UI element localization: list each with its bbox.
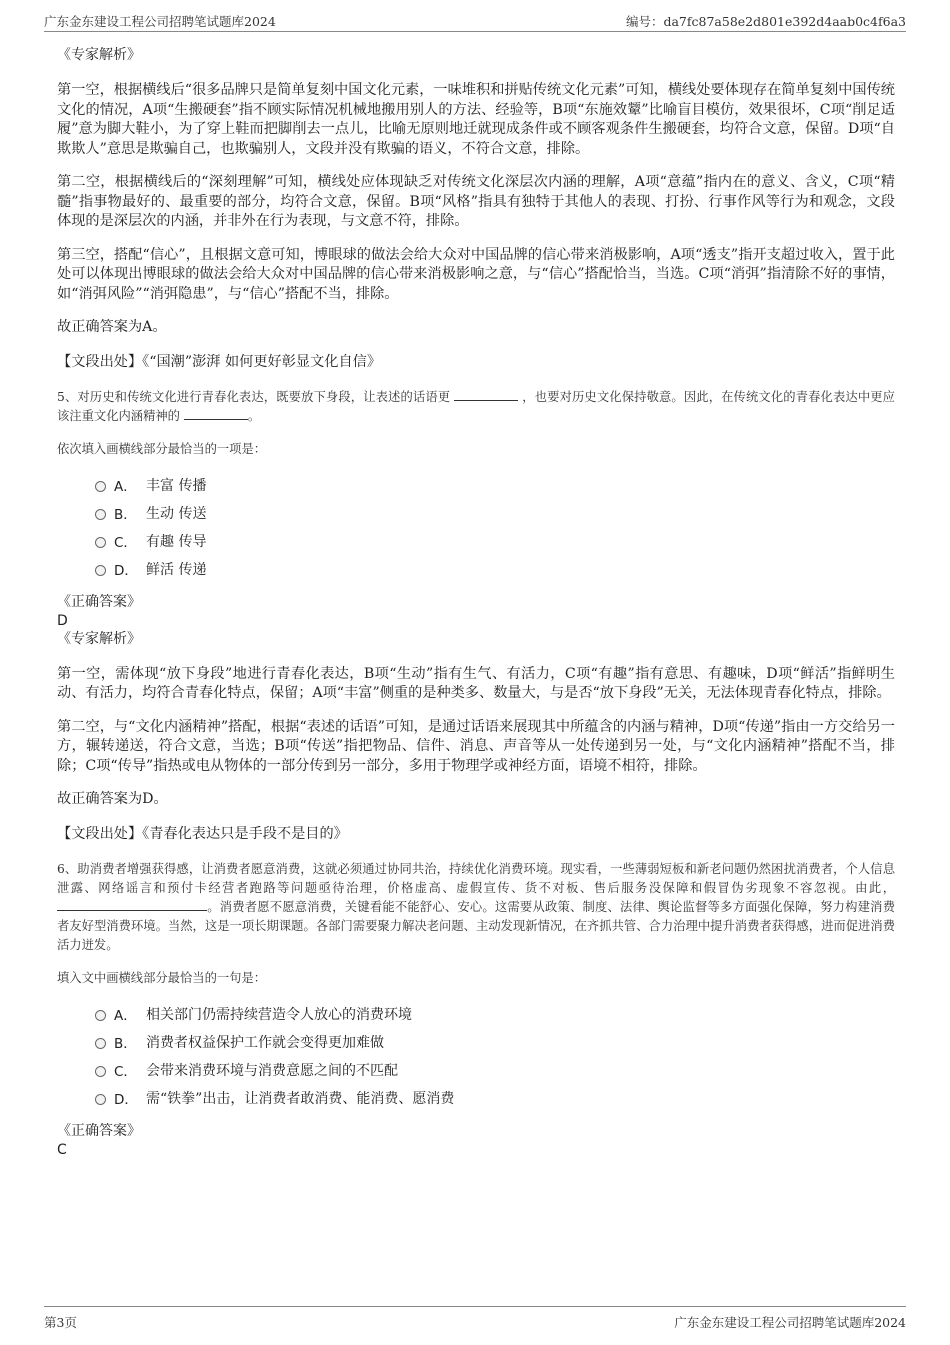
header-divider (44, 31, 906, 32)
option-letter: A． (114, 478, 137, 495)
q5-answer-label: 《正确答案》 (57, 593, 141, 610)
q4-analysis-p1: 第一空，根据横线后“很多品牌只是简单复刻中国文化元素，一味堆积和拼贴传统文化元素”可知，横线处要体现存在简单复刻中国传统文化的情况，A项“生搬硬套”指不顾实际情况机械地搬用别人的方法、经验等，B项“东施效颦”比喻盲目模仿，效果很坏，C项“削足适履”意为脚大鞋小，为了穿上鞋而把脚削去一点儿，比喻无原则地迁就现成条件或不顾客观条件生搬硬套，均符合文意，保留。D项“自欺欺人”意思是欺骗自己，也欺骗别人，文段并没有欺骗的语义，不符合文意，排除。 (57, 82, 895, 157)
radio-icon[interactable] (95, 1094, 106, 1105)
q5-blank-1 (454, 388, 518, 401)
q5-analysis-p1: 第一空，需体现“放下身段”地进行青春化表达，B项“生动”指有生气、有活力，C项“有趣”指有意思、有趣味，D项“鲜活”指鲜明生动、有活力，均符合青春化特点，保留；A项“丰富”侧重的是种类多、数量大，与是否“放下身段”无关，无法体现青春化特点，排除。 (57, 665, 895, 701)
radio-icon[interactable] (95, 1066, 106, 1077)
option-letter: A． (114, 1007, 137, 1024)
option-text: 消费者权益保护工作就会变得更加难做 (146, 1034, 384, 1051)
option-letter: D． (114, 562, 138, 579)
q5-source: 【文段出处】《青春化表达只是手段不是目的》 (57, 825, 348, 842)
footer-divider (44, 1306, 906, 1307)
q6-stem (57, 860, 895, 955)
q5-expert-label: 《专家解析》 (57, 630, 141, 647)
option-letter: C． (114, 534, 137, 551)
q6-option-b[interactable] (95, 1028, 895, 1056)
radio-icon[interactable] (95, 509, 106, 520)
option-letter: C． (114, 1063, 137, 1080)
page-content (57, 46, 895, 1159)
q5-option-a[interactable] (95, 471, 895, 499)
q6-answer-label: 《正确答案》 (57, 1122, 141, 1139)
radio-icon[interactable] (95, 565, 106, 576)
q6-option-c[interactable] (95, 1056, 895, 1084)
q5-analysis-p2: 第二空，与“文化内涵精神”搭配，根据“表述的话语”可知，是通过话语来展现其中所蕴含的内涵与精神，D项“传递”指由一方交给另一方，辗转递送，符合文意，当选；B项“传送”指把物品、信件、消息、声音等从一处传递到另一处，与“文化内涵精神”搭配不当，排除；C项“传导”指热或电从物体的一部分传到另一部分，多用于物理学或神经方面，语境不相符，排除。 (57, 718, 895, 774)
footer-title: 广东金东建设工程公司招聘笔试题库2024 (674, 1315, 906, 1330)
radio-icon[interactable] (95, 1038, 106, 1049)
radio-icon[interactable] (95, 1010, 106, 1021)
radio-icon[interactable] (95, 481, 106, 492)
option-text: 需“铁拳”出击，让消费者敢消费、能消费、愿消费 (146, 1090, 455, 1107)
q5-stem-part-a: 5、对历史和传统文化进行青春化表达，既要放下身段，让表述的话语更 (57, 389, 451, 404)
header-code: 编号：da7fc87a58e2d801e392d4aab0c4f6a3 (625, 14, 906, 29)
q6-options (95, 1000, 895, 1112)
option-text: 会带来消费环境与消费意愿之间的不匹配 (146, 1062, 398, 1079)
page-header (0, 0, 950, 30)
option-text: 有趣 传导 (146, 533, 207, 550)
q4-expert-label: 《专家解析》 (57, 47, 141, 63)
q5-options (95, 471, 895, 583)
q6-answer: C (57, 1141, 67, 1158)
q6-blank (57, 898, 207, 911)
option-text: 相关部门仍需持续营造令人放心的消费环境 (146, 1006, 412, 1023)
q4-analysis-p3: 第三空，搭配“信心”，且根据文意可知，博眼球的做法会给大众对中国品牌的信心带来消极影响，A项“透支”指开支超过收入，置于此处可以体现出博眼球的做法会给大众对中国品牌的信心带来消极影响之意，与“信心”搭配恰当，当选。C项“消弭”指清除不好的事情，如“消弭风险”“消弭隐患”，与“信心”搭配不当，排除。 (57, 246, 895, 302)
option-text: 生动 传送 (146, 505, 207, 522)
q5-option-b[interactable] (95, 499, 895, 527)
q5-blank-2 (184, 407, 248, 420)
footer-page-number: 第3页 (44, 1315, 77, 1330)
q5-conclusion: 故正确答案为D。 (57, 791, 168, 807)
q5-option-c[interactable] (95, 527, 895, 555)
q5-stem-part-c: 。 (247, 408, 261, 423)
radio-icon[interactable] (95, 537, 106, 548)
option-letter: B． (114, 1035, 137, 1052)
header-title: 广东金东建设工程公司招聘笔试题库2024 (44, 14, 276, 29)
q5-stem-part-b: ，也要对历史文化保持敬意。因此，在传统文化的青春化表达中更应该注重文化内涵精神的 (57, 389, 895, 423)
option-text: 鲜活 传递 (146, 561, 207, 578)
q5-answer: D (57, 612, 68, 629)
q6-stem-part-b: 。消费者愿不愿意消费，关键看能不能舒心、安心。这需要从政策、制度、法律、舆论监督等多方面强化保障，努力构建消费者友好型消费环境。当然，这是一项长期课题。各部门需要聚力解决老问题、主动发现新情况，在齐抓共管、合力治理中提升消费者获得感，进而促进消费活力迸发。 (57, 899, 895, 952)
q6-option-d[interactable] (95, 1084, 895, 1112)
q6-option-a[interactable] (95, 1000, 895, 1028)
q5-stem (57, 388, 895, 426)
q4-analysis-p2: 第二空，根据横线后的“深刻理解”可知，横线处应体现缺乏对传统文化深层次内涵的理解，A项“意蕴”指内在的意义、含义，C项“精髓”指事物最好的、最重要的部分，均符合文意，保留。B项“风格”指具有独特于其他人的表现、打扮、行事作风等行为和观念，文段体现的是深层次的内涵，并非外在行为表现，与文意不符，排除。 (57, 174, 895, 229)
option-text: 丰富 传播 (146, 477, 207, 494)
q4-source: 【文段出处】《“国潮”澎湃 如何更好彰显文化自信》 (57, 353, 382, 370)
q6-instruction: 填入文中画横线部分最恰当的一句是： (57, 970, 267, 985)
option-letter: D． (114, 1091, 138, 1108)
q5-instruction: 依次填入画横线部分最恰当的一项是： (57, 441, 267, 456)
page-footer (0, 1306, 950, 1336)
q5-option-d[interactable] (95, 555, 895, 583)
option-letter: B． (114, 506, 137, 523)
q6-stem-part-a: 6、助消费者增强获得感，让消费者愿意消费，这就必须通过协同共治，持续优化消费环境。现实看，一些薄弱短板和新老问题仍然困扰消费者，个人信息泄露、网络谣言和预付卡经营者跑路等问题亟待治理，价格虚高、虚假宣传、货不对板、售后服务没保障和假冒伪劣现象不容忽视。由此， (57, 861, 895, 895)
q4-conclusion: 故正确答案为A。 (57, 319, 167, 335)
